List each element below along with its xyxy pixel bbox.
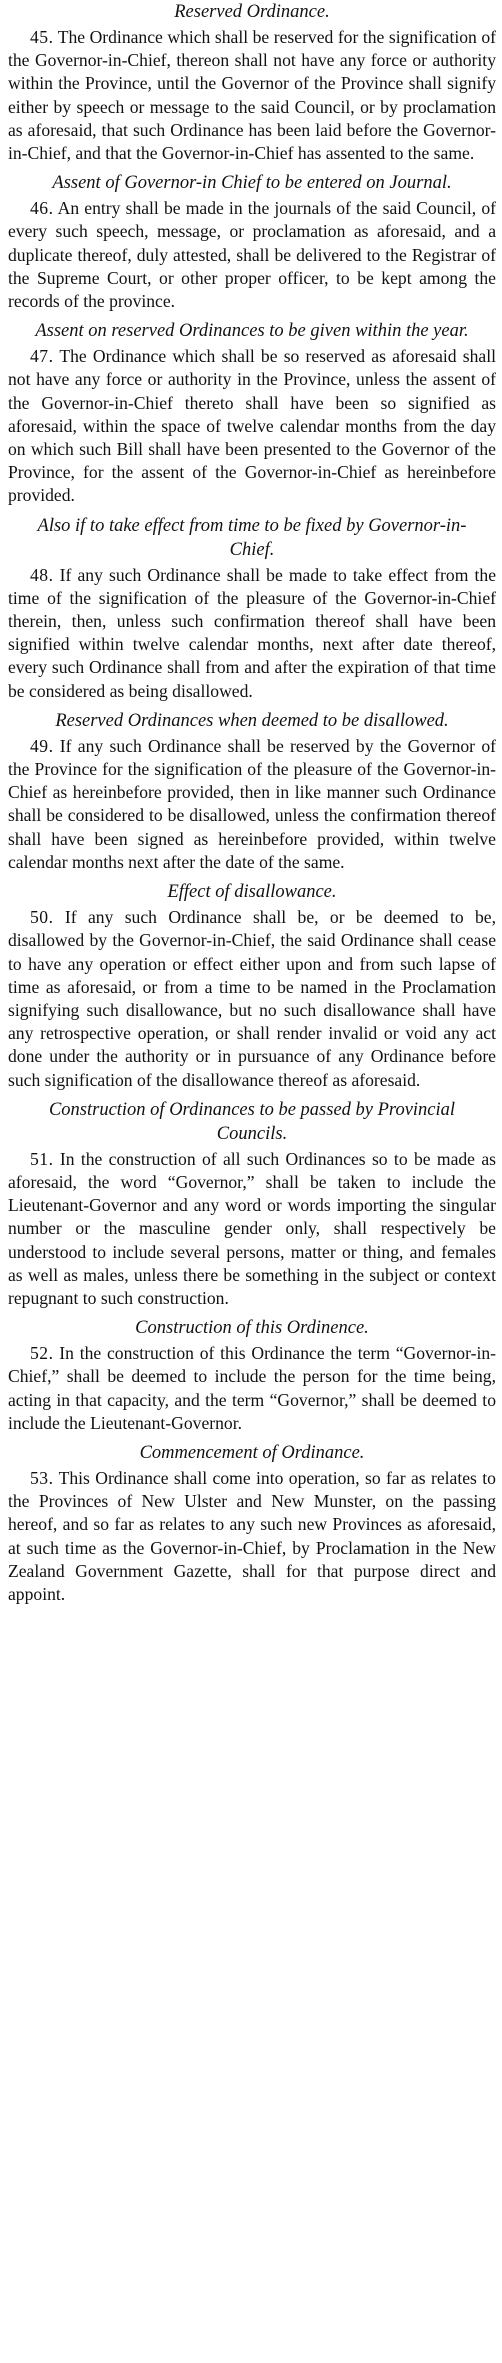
section-text: In the construction of all such Ordinances so to be made as aforesaid, the word “Governor,” shall be taken to include the Lieutenant-Governor and any word or words importing the singular number or the masculine gender only, shall respectively be understood to include several persons, matter or thing, and females as well as males, unless there be something in the subject or context repugnant to such construction.: [8, 1148, 496, 1308]
section-paragraph: [8, 564, 496, 703]
section-number: 52.: [30, 1343, 54, 1364]
section-text: An entry shall be made in the journals of the said Council, of every such speech, message, or proclamation as aforesaid, and a duplicate thereof, duly attested, shall be delivered to the Registrar of the Supreme Court, or other proper officer, to be kept among the records of the province.: [8, 198, 496, 312]
section-number: 50.: [30, 907, 54, 928]
section-paragraph: [8, 906, 496, 1092]
section-48: [8, 514, 496, 703]
section-heading: Construction of Ordinances to be passed by Provincial Councils.: [48, 1099, 456, 1144]
section-paragraph: [8, 1467, 496, 1606]
section-paragraph: [8, 735, 496, 874]
section-paragraph: [8, 26, 496, 165]
section-52: [8, 1316, 496, 1435]
section-text: If any such Ordinance shall be made to take effect from the time of the signification of the pleasure of the Governor-in-Chief therein, then, unless such confirmation thereof shall have been signified within twelve calendar months, next after date thereof, every such Ordinance shall from and after the expiration of that time be considered as being disallowed.: [8, 564, 497, 701]
section-heading: Reserved Ordinances when deemed to be disallowed.: [55, 710, 449, 731]
section-heading: Reserved Ordinance.: [174, 2, 330, 22]
section-50: [8, 880, 496, 1092]
section-53: [8, 1441, 496, 1606]
section-heading: Effect of disallowance.: [167, 882, 337, 903]
section-text: This Ordinance shall come into operation, so far as relates to the Provinces of New Ulster and New Munster, on the passing hereof, and so far as relates to any such new Provinces as aforesaid, at such time as the Governor-in-Chief, by Proclamation in the New Zealand Government Gazette, shall for that purpose direct and appoint.: [8, 1467, 496, 1604]
section-number: 47.: [30, 346, 54, 367]
section-text: The Ordinance which shall be so reserved as aforesaid shall not have any force or authority in the Province, unless the assent of the Governor-in-Chief thereto shall have been so signified as aforesaid, within the space of twelve calendar months from the day on which such Bill shall have been presented to the Governor of the Province, for the assent of the Governor-in-Chief as hereinbefore provided.: [8, 346, 496, 506]
section-paragraph: [8, 197, 496, 313]
section-heading: Also if to take effect from time to be fixed by Governor-in-Chief.: [37, 515, 467, 560]
section-number: 49.: [30, 735, 54, 756]
section-heading: Assent on reserved Ordinances to be given within the year.: [35, 321, 469, 342]
section-number: 45.: [30, 27, 54, 47]
section-47: [8, 319, 496, 507]
section-text: If any such Ordinance shall be reserved by the Governor of the Province for the signification of the pleasure of the Governor-in-Chief as hereinbefore provided, then in like manner such Ordinance shall be considered to be disallowed, unless the confirmation thereof shall have been signed as hereinbefore provided, within twelve calendar months next after the date of the same.: [8, 735, 496, 872]
section-46: [8, 171, 496, 313]
section-number: 48.: [30, 564, 54, 585]
section-text: In the construction of this Ordinance the term “Governor-in-Chief,” shall be deemed to include the person for the time being, acting in that capacity, and the term “Governor,” shall be deemed to include the Lieutenant-Governor.: [8, 1343, 496, 1433]
section-51: [8, 1098, 496, 1310]
section-paragraph: [8, 1148, 496, 1310]
section-number: 53.: [30, 1467, 54, 1488]
section-number: 51.: [30, 1148, 54, 1169]
section-49: [8, 709, 496, 874]
section-text: The Ordinance which shall be reserved for the signification of the Governor-in-Chief, thereon shall not have any force or authority within the Province, until the Governor of the Province shall signify either by speech or message to the said Council, or by proclamation as aforesaid, that such Ordinance has been laid before the Governor-in-Chief, and that the Governor-in-Chief has assented to the same.: [8, 27, 496, 164]
section-paragraph: [8, 1342, 496, 1435]
section-number: 46.: [30, 198, 54, 219]
section-text: If any such Ordinance shall be, or be deemed to be, disallowed by the Governor-in-Chief, the said Ordinance shall cease to have any operation or effect either upon and from such lapse of time as aforesaid, or from a time to be named in the Proclamation signifying such disallowance, but no such disallowance shall have any retrospective operation, or shall render invalid or void any act done under the authority or in pursuance of any Ordinance before such signification of the disallowance thereof as aforesaid.: [8, 907, 497, 1090]
section-heading: Construction of this Ordinence.: [135, 1318, 369, 1339]
section-45: [8, 0, 496, 165]
section-heading: Assent of Governor-in Chief to be entered on Journal.: [52, 173, 452, 194]
section-paragraph: [8, 345, 496, 507]
section-heading: Commencement of Ordinance.: [139, 1442, 365, 1463]
